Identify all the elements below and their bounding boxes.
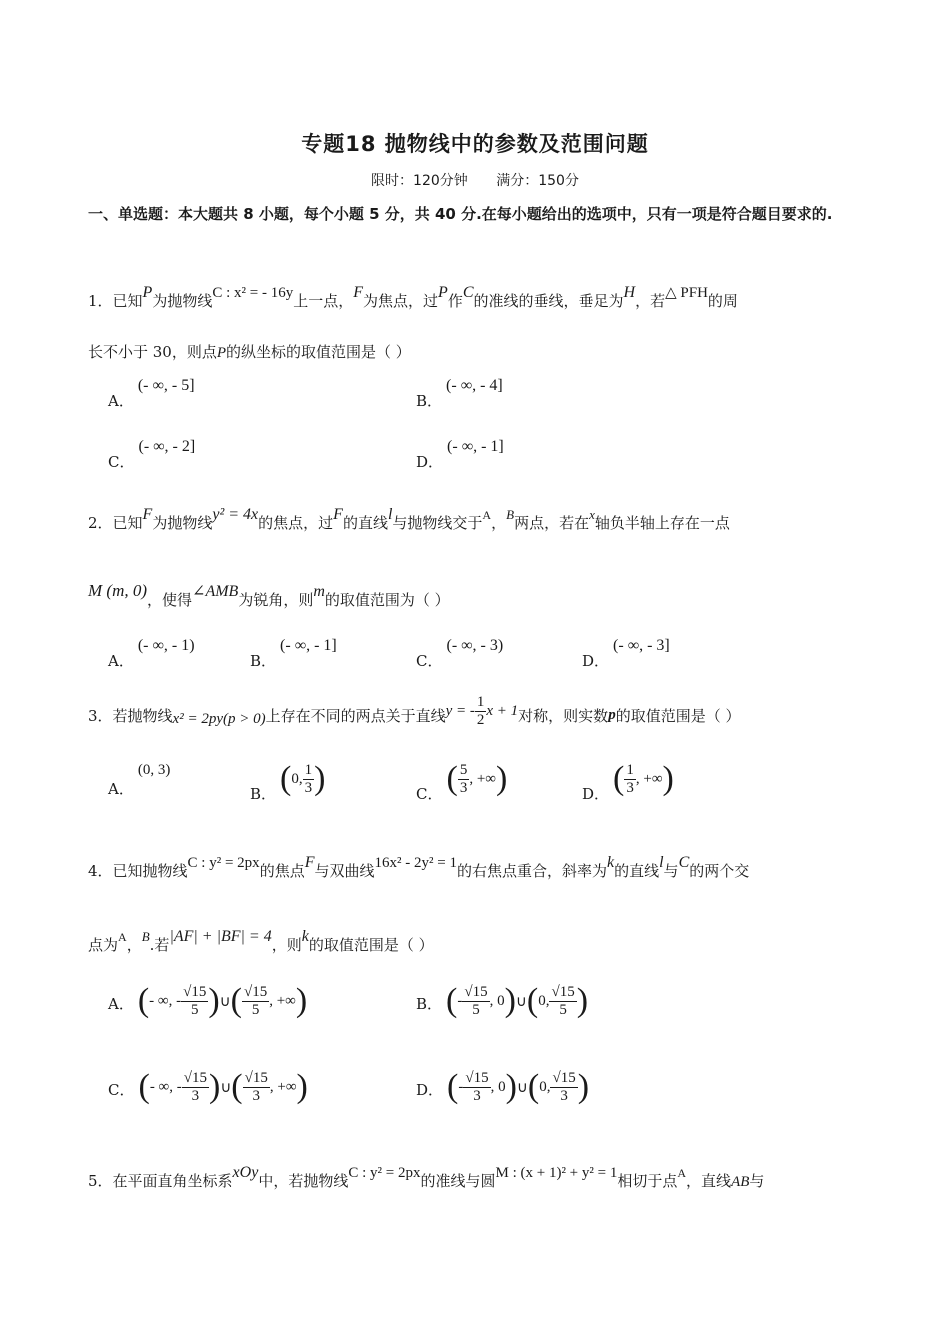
q2-option-a[interactable]: A．(- ∞, - 1) xyxy=(108,637,195,670)
question-4-line-2: 点为$^A$，B.若|AF| + |BF| = 4，则k的取值范围是（ ） xyxy=(88,928,434,954)
full-score: 满分：150分 xyxy=(496,173,579,189)
question-5-line-1: 5．在平面直角坐标系xOy中，若抛物线C : y² = 2px的准线与圆M : (x + 1)² + y² = 1相切于点$^A$，直线AB与 xyxy=(88,1164,765,1190)
page-title: 专题18 抛物线中的参数及范围问题 xyxy=(301,132,649,156)
q4-option-a[interactable]: A． ( - ∞, - $\frac{√15}{5}$ ) ∪ ( $\frac{√15}{5}$ , +∞ ) xyxy=(108,982,308,1019)
q4-option-c[interactable]: C． ( - ∞, - $\frac{√15}{3}$ ) ∪ ( $\frac{√15}{3}$ , +∞ ) xyxy=(108,1068,308,1105)
q2-option-b[interactable]: B．(- ∞, - 1] xyxy=(250,637,337,670)
q3-option-b[interactable]: B． ( 0, $\frac{1}{3}$ ) xyxy=(250,760,326,803)
question-4-line-1: 4．已知抛物线C : y² = 2px的焦点F与双曲线16x² - 2y² = 1的右焦点重合，斜率为k的直线l与C的两个交 xyxy=(88,854,750,880)
question-3: 3．若抛物线 x² = 2py(p > 0) 上存在不同的两点关于直线 y = - $\frac{1}{2}$ x + 1 对称，则实数 p 的取值范围是（ ） xyxy=(88,694,741,728)
time-limit: 限时：120分钟 xyxy=(371,173,468,189)
q2-option-c[interactable]: C．(- ∞, - 3) xyxy=(416,637,504,670)
q1-option-a[interactable]: A．(- ∞, - 5] xyxy=(108,377,195,410)
question-1-line-2: 长不小于 30，则点P的纵坐标的取值范围是（ ） xyxy=(88,343,411,361)
q1-option-d[interactable]: D．(- ∞, - 1] xyxy=(416,438,504,471)
q1-option-b[interactable]: B．(- ∞, - 4] xyxy=(416,377,503,410)
q1-option-c[interactable]: C．(- ∞, - 2] xyxy=(108,438,196,471)
q4-option-b[interactable]: B． ( - $\frac{√15}{5}$ , 0 ) ∪ ( 0, $\frac{√15}{5}$ ) xyxy=(416,982,589,1019)
q2-option-d[interactable]: D．(- ∞, - 3] xyxy=(582,637,670,670)
q3-option-d[interactable]: D． ( $\frac{1}{3}$ , +∞ ) xyxy=(582,760,674,803)
q4-option-d[interactable]: D． ( - $\frac{√15}{3}$ , 0 ) ∪ ( 0, $\frac{√15}{3}$ ) xyxy=(416,1068,590,1105)
question-2-line-2: M (m, 0)，使得∠AMB为锐角，则m的取值范围为（ ） xyxy=(88,581,450,609)
question-1-line-1: 1．已知P为抛物线C : x² = - 16y上一点，F为焦点，过P作C的准线的垂线，垂足为H，若△ PFH的周 xyxy=(88,284,738,310)
section-heading: 一、单选题：本大题共 8 小题，每个小题 5 分，共 40 分.在每小题给出的选项中，只有一项是符合题目要求的. xyxy=(88,205,833,223)
question-2-line-1: 2．已知F为抛物线y² = 4x的焦点，过F的直线l与抛物线交于$^A$，B两点，若在x轴负半轴上存在一点 xyxy=(88,506,730,532)
exam-meta xyxy=(0,170,950,190)
q3-option-c[interactable]: C． ( $\frac{5}{3}$ , +∞ ) xyxy=(416,760,508,803)
q3-option-a[interactable]: A． (0, 3) xyxy=(108,762,171,798)
